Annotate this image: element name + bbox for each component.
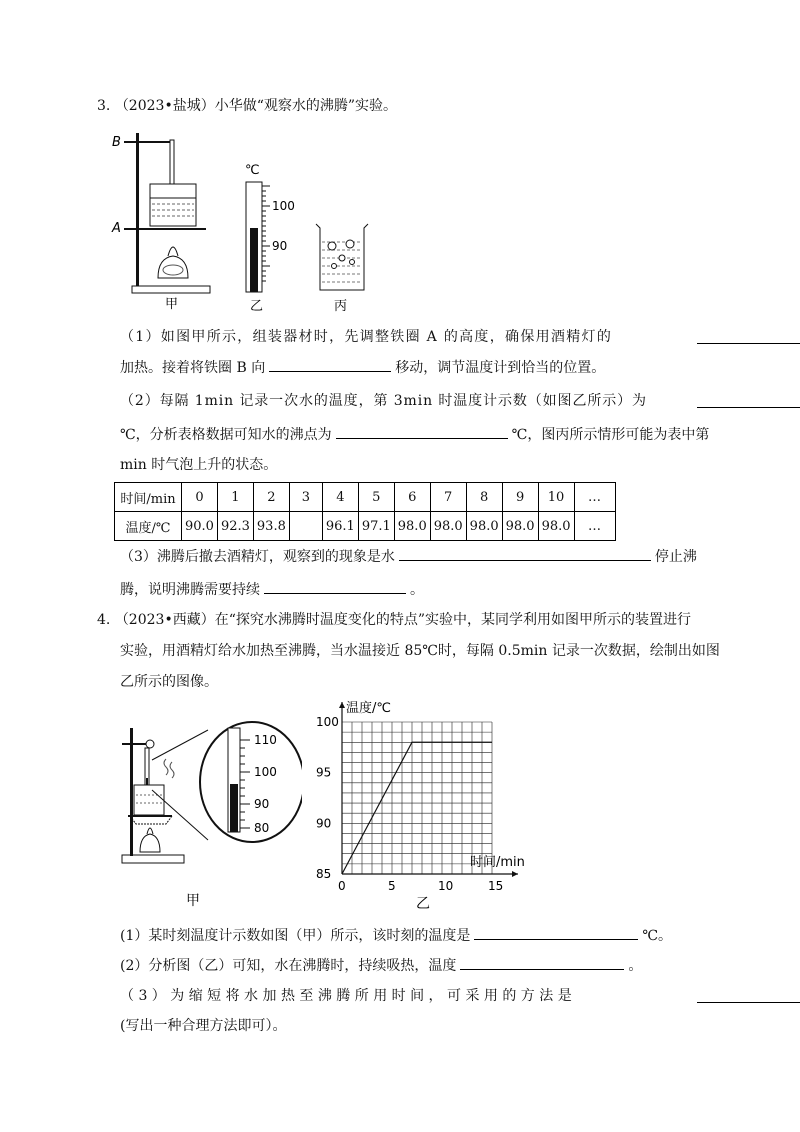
table-header-temp: 温度/℃	[115, 512, 182, 541]
q3-blank-1[interactable]	[697, 329, 800, 344]
x-tick-label: 15	[488, 879, 504, 893]
table-cell: 98.0	[394, 512, 430, 541]
table-cell: 92.3	[217, 512, 253, 541]
x-axis-arrow	[512, 871, 518, 877]
q4-stem-line3	[120, 672, 218, 692]
table-cell: …	[574, 512, 615, 541]
q4-part3-line1	[120, 986, 572, 1006]
q4-part3-line2	[120, 1016, 286, 1036]
table-cell: 98.0	[430, 512, 466, 541]
table-cell: 96.1	[322, 512, 358, 541]
q4-figure-jia	[112, 720, 302, 910]
table-cell: 98.0	[502, 512, 538, 541]
q3-part1-line1	[120, 327, 612, 347]
table-cell: 4	[322, 483, 358, 512]
q3-p3-text-d: 。	[410, 582, 424, 598]
thermo-unit: ℃	[245, 163, 260, 178]
q4-stem-1: 在“探究水沸腾时温度变化的特点”实验中，某同学利用如图甲所示的装置进行	[214, 612, 692, 628]
q3-blank-4[interactable]	[336, 424, 508, 439]
table-cell: 2	[253, 483, 289, 512]
q4-blank-3[interactable]	[697, 988, 800, 1003]
table-cell: 98.0	[466, 512, 502, 541]
q4-p3-text: （ 3 ） 为 缩 短 将 水 加 热 至 沸 腾 所 用 时 间 ， 可 采 用 的 方 法 是	[120, 988, 572, 1004]
q4-number: 4.	[97, 612, 111, 628]
thermo-80: 80	[254, 821, 270, 835]
q4-stem-line2	[120, 641, 720, 661]
q4-part2	[120, 955, 642, 976]
q3-blank-6[interactable]	[264, 579, 406, 594]
chart-axes	[339, 702, 518, 877]
q3-part2-line3	[120, 455, 277, 475]
q3-p2-text: （2）每隔 1min 记录一次水的温度，第 3min 时温度计示数（如图乙所示）为	[120, 393, 647, 409]
q3-p2-text-a: ℃，分析表格数据可知水的沸点为	[120, 427, 332, 443]
table-cell: …	[574, 483, 615, 512]
chart-grid	[342, 722, 492, 874]
label-jia: 甲	[165, 297, 179, 312]
table-cell: 90.0	[182, 512, 218, 541]
table-cell: 0	[182, 483, 218, 512]
q3-blank-5[interactable]	[399, 546, 651, 561]
q3-part3-line1	[120, 546, 697, 567]
y-tick-label: 95	[316, 765, 332, 780]
table-cell: 93.8	[253, 512, 289, 541]
table-cell: 8	[466, 483, 502, 512]
q3-blank-3[interactable]	[697, 393, 800, 408]
q3-stem: 小华做“观察水的沸腾”实验。	[214, 98, 398, 114]
q4-p3-note: (写出一种合理方法即可）。	[120, 1018, 287, 1034]
table-row-temp	[115, 512, 616, 541]
table-cell: 10	[538, 483, 574, 512]
q3-title	[97, 96, 397, 116]
table-cell-blank[interactable]	[289, 512, 322, 541]
q4-blank-2[interactable]	[460, 955, 624, 970]
q3-p2-text-c: min 时气泡上升的状态。	[120, 457, 278, 473]
label-b: B	[112, 135, 121, 150]
thermo-90-q4: 90	[254, 797, 270, 811]
table-cell: 9	[502, 483, 538, 512]
thermo-110: 110	[254, 733, 277, 747]
x-tick-label: 10	[438, 879, 454, 893]
q3-figure-yi	[236, 160, 306, 315]
q4-p2-end: 。	[628, 958, 643, 974]
q3-data-table	[114, 482, 616, 541]
label-bing: 丙	[334, 299, 348, 314]
y-tick-label: 90	[316, 816, 332, 831]
table-cell: 6	[394, 483, 430, 512]
q3-p2-text-b: ℃，图丙所示情形可能为表中第	[511, 427, 710, 443]
q3-p1-text-a: 加热。接着将铁圈 B 向	[120, 360, 266, 376]
x-tick-label: 5	[388, 879, 396, 893]
q3-number: 3.	[97, 98, 111, 114]
table-cell: 5	[358, 483, 394, 512]
q3-part1-line2	[120, 357, 605, 378]
q3-blank-2[interactable]	[269, 357, 391, 372]
q3-figure-jia	[110, 128, 220, 313]
q4-p1-unit: ℃。	[642, 928, 673, 944]
y-tick-label: 85	[316, 867, 332, 881]
chart-ylabel: 温度/℃	[346, 701, 391, 716]
q3-p3-text-a: （3）沸腾后撤去酒精灯，观察到的现象是水	[120, 549, 395, 565]
q4-title	[97, 610, 691, 630]
q4-stem-3: 乙所示的图像。	[120, 674, 218, 690]
q4-p1-text: (1）某时刻温度计示数如图（甲）所示，该时刻的温度是	[120, 928, 471, 944]
table-cell: 1	[217, 483, 253, 512]
label-yi-q4: 乙	[416, 896, 430, 912]
table-cell: 98.0	[538, 512, 574, 541]
label-a: A	[112, 221, 121, 236]
q3-figure-bing	[312, 220, 372, 315]
label-yi: 乙	[250, 299, 264, 314]
thermo-100: 100	[272, 199, 295, 213]
q4-source: （2023•西藏）	[114, 612, 215, 628]
thermo-90: 90	[272, 239, 288, 253]
q4-blank-1[interactable]	[474, 925, 638, 940]
q3-part3-line2	[120, 579, 424, 600]
q3-part2-line1	[120, 391, 647, 411]
table-cell: 7	[430, 483, 466, 512]
y-tick-label: 100	[316, 715, 339, 729]
temperature-time-chart	[312, 694, 552, 916]
chart-xlabel: 时间/min	[470, 855, 525, 870]
table-cell: 97.1	[358, 512, 394, 541]
q4-stem-2: 实验，用酒精灯给水加热至沸腾，当水温接近 85℃时，每隔 0.5min 记录一次数据，绘制出如图	[120, 643, 720, 659]
q3-p1-text: （1）如图甲所示，组装器材时，先调整铁圈 A 的高度，确保用酒精灯的	[120, 329, 613, 345]
y-axis-arrow	[339, 702, 345, 708]
table-header-time: 时间/min	[115, 483, 182, 512]
q4-part1	[120, 925, 672, 946]
label-jia-q4: 甲	[186, 893, 200, 909]
q3-part2-line2	[120, 424, 709, 445]
q3-p3-text-c: 腾，说明沸腾需要持续	[120, 582, 260, 598]
table-row-time	[115, 483, 616, 512]
thermo-100-q4: 100	[254, 765, 277, 779]
q3-source: （2023•盐城）	[114, 98, 215, 114]
q4-p2-text: (2）分析图（乙）可知，水在沸腾时，持续吸热，温度	[120, 958, 457, 974]
q3-p1-text-b: 移动，调节温度计到恰当的位置。	[395, 360, 606, 376]
table-cell: 3	[289, 483, 322, 512]
q3-p3-text-b: 停止沸	[654, 549, 697, 565]
x-tick-label: 0	[338, 879, 346, 893]
